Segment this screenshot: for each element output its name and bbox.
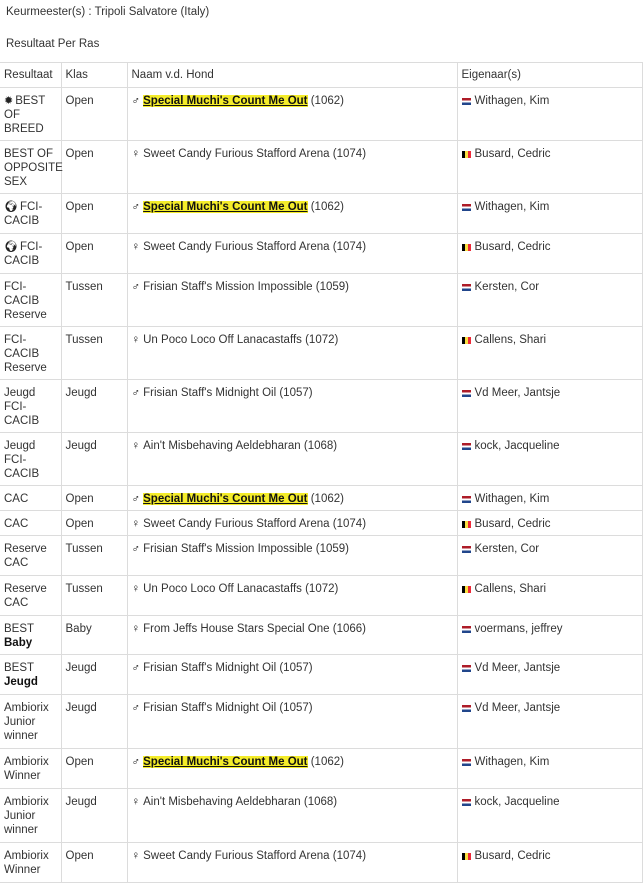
result-cell	[0, 749, 61, 789]
dog-cell	[127, 655, 457, 695]
result-text: BEST OF OPPOSITE SEX	[4, 148, 63, 188]
result-cell	[0, 433, 61, 486]
table-row	[0, 749, 642, 789]
male-icon: ♂	[131, 281, 141, 293]
owner-name: Busard, Cedric	[474, 518, 551, 530]
dog-cell	[127, 749, 457, 789]
catalog-number: (1062)	[310, 493, 344, 505]
catalog-number: (1059)	[315, 543, 350, 555]
male-icon: ♂	[131, 543, 141, 555]
dog-cell	[127, 843, 457, 883]
male-icon: ♂	[131, 702, 141, 714]
result-text: Ambiorix Winner	[4, 756, 49, 782]
owner-name: Withagen, Kim	[474, 493, 550, 505]
owner-cell	[457, 486, 642, 511]
female-icon: ♀	[131, 440, 141, 452]
klas-cell: Open	[61, 843, 127, 883]
catalog-number: (1062)	[310, 756, 344, 768]
result-text: Ambiorix Junior winner	[4, 796, 49, 836]
result-text: BEST	[4, 623, 34, 635]
rosette-icon: ✹	[4, 95, 14, 107]
table-row	[0, 380, 642, 433]
result-cell	[0, 194, 61, 234]
catalog-number: (1072)	[305, 583, 339, 595]
result-cell	[0, 327, 61, 380]
owner-name: Busard, Cedric	[474, 148, 551, 160]
owner-cell	[457, 234, 642, 274]
klas-cell: Jeugd	[61, 655, 127, 695]
result-bold-text: Baby	[4, 637, 33, 649]
result-text: Jeugd FCI-CACIB	[4, 387, 40, 427]
netherlands-flag-icon	[462, 546, 471, 553]
dog-cell	[127, 433, 457, 486]
owner-cell	[457, 194, 642, 234]
result-text: FCI-CACIB	[4, 201, 43, 227]
klas-cell: Open	[61, 234, 127, 274]
table-row	[0, 655, 642, 695]
netherlands-flag-icon	[462, 626, 471, 633]
owner-name: Busard, Cedric	[474, 241, 551, 253]
result-cell	[0, 511, 61, 536]
owner-cell	[457, 327, 642, 380]
netherlands-flag-icon	[462, 799, 471, 806]
owner-cell	[457, 88, 642, 141]
owner-name: voermans, jeffrey	[474, 623, 563, 635]
dog-cell	[127, 486, 457, 511]
table-row	[0, 433, 642, 486]
dog-name-link[interactable]: Sweet Candy Furious Stafford Arena	[143, 148, 330, 160]
owner-name: Withagen, Kim	[474, 756, 550, 768]
table-row	[0, 234, 642, 274]
catalog-number: (1074)	[332, 241, 367, 253]
klas-cell: Jeugd	[61, 695, 127, 749]
catalog-number: (1062)	[310, 95, 344, 107]
owner-cell	[457, 616, 642, 655]
dog-name-link[interactable]: Special Muchi's Count Me Out	[143, 201, 308, 213]
result-cell	[0, 141, 61, 194]
dog-name-link[interactable]: Ain't Misbehaving Aeldebharan	[143, 440, 301, 452]
table-row	[0, 536, 642, 576]
netherlands-flag-icon	[462, 443, 471, 450]
result-cell	[0, 88, 61, 141]
belgium-flag-icon	[462, 521, 471, 528]
section-title: Resultaat Per Ras	[6, 38, 100, 50]
netherlands-flag-icon	[462, 496, 471, 503]
catalog-number: (1072)	[305, 334, 339, 346]
header-klas: Klas	[61, 63, 127, 88]
result-cell	[0, 695, 61, 749]
results-body	[0, 88, 642, 883]
dog-cell	[127, 380, 457, 433]
owner-cell	[457, 576, 642, 616]
belgium-flag-icon	[462, 244, 471, 251]
catalog-number: (1068)	[303, 440, 338, 452]
dog-cell	[127, 536, 457, 576]
dog-name-link[interactable]: Sweet Candy Furious Stafford Arena	[143, 518, 330, 530]
catalog-number: (1062)	[310, 201, 344, 213]
catalog-number: (1057)	[279, 387, 313, 399]
catalog-number: (1066)	[332, 623, 366, 635]
owner-cell	[457, 536, 642, 576]
dog-cell	[127, 88, 457, 141]
netherlands-flag-icon	[462, 390, 471, 397]
table-row	[0, 695, 642, 749]
result-text: FCI-CACIB Reserve	[4, 281, 47, 321]
dog-name-link[interactable]: Frisian Staff's Mission Impossible	[143, 281, 313, 293]
result-cell	[0, 234, 61, 274]
results-table	[0, 62, 643, 883]
header-naam: Naam v.d. Hond	[127, 63, 457, 88]
table-header-row	[0, 63, 642, 88]
female-icon: ♀	[131, 850, 141, 862]
dog-cell	[127, 576, 457, 616]
owner-cell	[457, 749, 642, 789]
klas-cell: Open	[61, 511, 127, 536]
female-icon: ♀	[131, 623, 141, 635]
catalog-number: (1068)	[303, 796, 338, 808]
klas-cell: Jeugd	[61, 789, 127, 843]
owner-cell	[457, 511, 642, 536]
result-cell	[0, 380, 61, 433]
catalog-number: (1074)	[332, 518, 367, 530]
table-row	[0, 88, 642, 141]
klas-cell: Open	[61, 749, 127, 789]
owner-name: Vd Meer, Jantsje	[474, 387, 561, 399]
result-text: Ambiorix Winner	[4, 850, 49, 876]
dog-cell	[127, 695, 457, 749]
dog-cell	[127, 194, 457, 234]
owner-cell	[457, 380, 642, 433]
dog-name-link[interactable]: Frisian Staff's Midnight Oil	[143, 662, 277, 674]
dog-cell	[127, 789, 457, 843]
result-cell	[0, 536, 61, 576]
catalog-number: (1074)	[332, 850, 367, 862]
dog-cell	[127, 274, 457, 327]
globe-icon: 🌍︎	[4, 241, 18, 253]
result-text: BEST	[4, 662, 34, 674]
result-cell	[0, 789, 61, 843]
owner-cell	[457, 655, 642, 695]
table-row	[0, 789, 642, 843]
klas-cell: Open	[61, 88, 127, 141]
klas-cell: Open	[61, 486, 127, 511]
belgium-flag-icon	[462, 151, 471, 158]
owner-name: Busard, Cedric	[474, 850, 551, 862]
table-row	[0, 274, 642, 327]
owner-name: kock, Jacqueline	[474, 440, 560, 452]
result-text: Reserve CAC	[4, 543, 47, 569]
owner-name: Withagen, Kim	[474, 201, 550, 213]
judge-line: Keurmeester(s) : Tripoli Salvatore (Italy)	[6, 6, 210, 18]
netherlands-flag-icon	[462, 98, 471, 105]
klas-cell: Baby	[61, 616, 127, 655]
dog-cell	[127, 327, 457, 380]
female-icon: ♀	[131, 148, 141, 160]
belgium-flag-icon	[462, 586, 471, 593]
table-row	[0, 511, 642, 536]
owner-name: Callens, Shari	[474, 583, 547, 595]
dog-name-link[interactable]: Sweet Candy Furious Stafford Arena	[143, 850, 330, 862]
result-text: FCI-CACIB Reserve	[4, 334, 47, 374]
catalog-number: (1074)	[332, 148, 367, 160]
netherlands-flag-icon	[462, 759, 471, 766]
globe-icon: 🌍︎	[4, 201, 18, 213]
table-row	[0, 843, 642, 883]
male-icon: ♂	[131, 201, 141, 213]
dog-cell	[127, 141, 457, 194]
dog-name-link[interactable]: Un Poco Loco Off Lanacastaffs	[143, 334, 302, 346]
result-text: Reserve CAC	[4, 583, 47, 609]
table-row	[0, 194, 642, 234]
result-text: FCI-CACIB	[4, 241, 43, 267]
female-icon: ♀	[131, 796, 141, 808]
female-icon: ♀	[131, 334, 141, 346]
dog-name-link[interactable]: Frisian Staff's Midnight Oil	[143, 387, 277, 399]
belgium-flag-icon	[462, 853, 471, 860]
klas-cell: Tussen	[61, 327, 127, 380]
owner-cell	[457, 843, 642, 883]
dog-name-link[interactable]: Frisian Staff's Mission Impossible	[143, 543, 313, 555]
dog-name-link[interactable]: Sweet Candy Furious Stafford Arena	[143, 241, 330, 253]
result-text: CAC	[4, 518, 29, 530]
owner-cell	[457, 695, 642, 749]
klas-cell: Open	[61, 141, 127, 194]
table-row	[0, 141, 642, 194]
table-row	[0, 486, 642, 511]
catalog-number: (1057)	[279, 702, 313, 714]
netherlands-flag-icon	[462, 665, 471, 672]
dog-name-link[interactable]: From Jeffs House Stars Special One	[143, 623, 330, 635]
owner-name: Withagen, Kim	[474, 95, 550, 107]
owner-name: Kersten, Cor	[474, 543, 540, 555]
female-icon: ♀	[131, 518, 141, 530]
klas-cell: Jeugd	[61, 380, 127, 433]
netherlands-flag-icon	[462, 204, 471, 211]
owner-name: kock, Jacqueline	[474, 796, 560, 808]
dog-name-link[interactable]: Un Poco Loco Off Lanacastaffs	[143, 583, 302, 595]
klas-cell: Tussen	[61, 274, 127, 327]
header-resultaat: Resultaat	[0, 63, 61, 88]
result-cell	[0, 486, 61, 511]
male-icon: ♂	[131, 387, 141, 399]
result-text: BEST OF BREED	[4, 95, 46, 135]
result-text: Ambiorix Junior winner	[4, 702, 49, 742]
result-cell	[0, 274, 61, 327]
owner-name: Vd Meer, Jantsje	[474, 702, 561, 714]
male-icon: ♂	[131, 662, 141, 674]
owner-cell	[457, 433, 642, 486]
result-cell	[0, 576, 61, 616]
dog-name-link[interactable]: Frisian Staff's Midnight Oil	[143, 702, 277, 714]
dog-cell	[127, 511, 457, 536]
dog-name-link[interactable]: Special Muchi's Count Me Out	[143, 756, 308, 768]
klas-cell: Tussen	[61, 536, 127, 576]
owner-cell	[457, 141, 642, 194]
result-text: Jeugd FCI-CACIB	[4, 440, 40, 480]
dog-name-link[interactable]: Ain't Misbehaving Aeldebharan	[143, 796, 301, 808]
result-text: CAC	[4, 493, 29, 505]
male-icon: ♂	[131, 493, 141, 505]
table-row	[0, 616, 642, 655]
dog-cell	[127, 616, 457, 655]
dog-name-link[interactable]: Special Muchi's Count Me Out	[143, 493, 308, 505]
netherlands-flag-icon	[462, 705, 471, 712]
table-row	[0, 327, 642, 380]
female-icon: ♀	[131, 241, 141, 253]
owner-name: Vd Meer, Jantsje	[474, 662, 561, 674]
table-row	[0, 576, 642, 616]
belgium-flag-icon	[462, 337, 471, 344]
result-cell	[0, 655, 61, 695]
header-eigenaar: Eigenaar(s)	[457, 63, 642, 88]
owner-name: Kersten, Cor	[474, 281, 540, 293]
male-icon: ♂	[131, 95, 141, 107]
klas-cell: Open	[61, 194, 127, 234]
result-cell	[0, 843, 61, 883]
female-icon: ♀	[131, 583, 141, 595]
result-bold-text: Jeugd	[4, 676, 38, 688]
catalog-number: (1057)	[279, 662, 313, 674]
result-cell	[0, 616, 61, 655]
catalog-number: (1059)	[315, 281, 350, 293]
netherlands-flag-icon	[462, 284, 471, 291]
owner-cell	[457, 789, 642, 843]
klas-cell: Jeugd	[61, 433, 127, 486]
male-icon: ♂	[131, 756, 141, 768]
dog-name-link[interactable]: Special Muchi's Count Me Out	[143, 95, 308, 107]
klas-cell: Tussen	[61, 576, 127, 616]
dog-cell	[127, 234, 457, 274]
owner-name: Callens, Shari	[474, 334, 547, 346]
owner-cell	[457, 274, 642, 327]
